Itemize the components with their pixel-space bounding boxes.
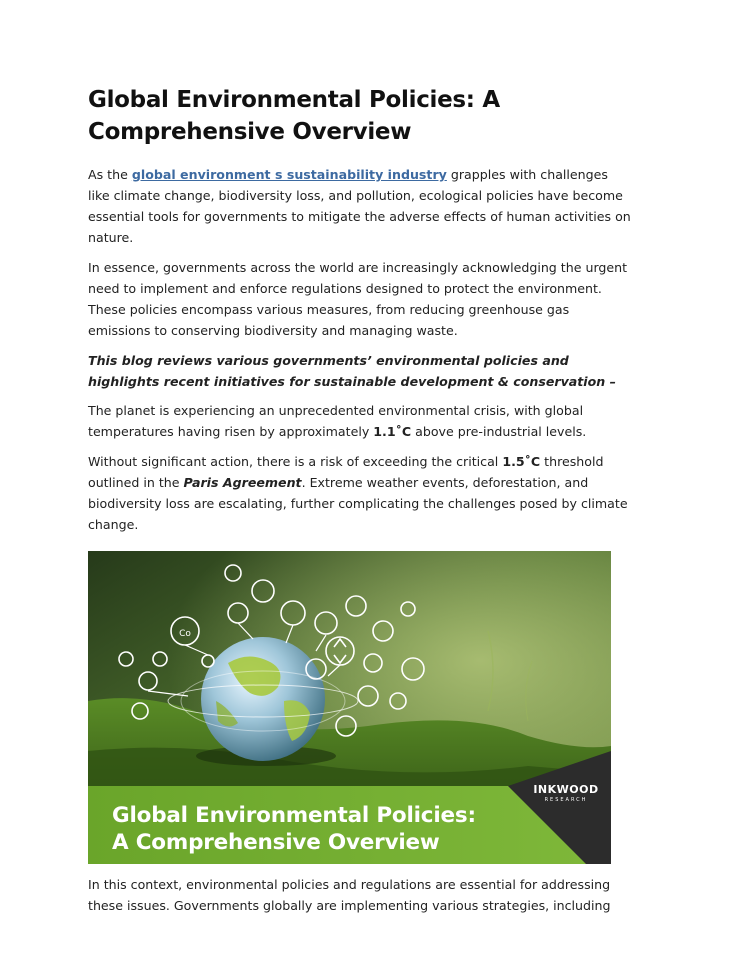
article-banner-image (88, 551, 611, 864)
co2-icon: Co (179, 629, 191, 639)
logo-sub-text: RESEARCH (544, 797, 588, 803)
intro-text-end: grapples with challenges like climate change, biodiversity loss, and pollution, ecological policies have become essential tools for governments to mitigate the adverse effects of human activities on nature. (88, 167, 631, 245)
sustainability-industry-link[interactable]: global environment s sustainability industry (131, 167, 447, 182)
temperature-rise-value: 1.1˚C (373, 424, 412, 439)
blog-summary-paragraph: This blog reviews various governments’ environmental policies and highlights recent initiatives for sustainable development & conservation – (88, 353, 616, 389)
globe-icon (201, 637, 325, 761)
banner-title-line-2: A Comprehensive Overview (112, 830, 440, 855)
logo-main-text: INKWOOD (533, 783, 599, 796)
crisis-text-end: above pre-industrial levels. (411, 424, 587, 439)
essence-paragraph: In essence, governments across the world are increasingly acknowledging the urgent need to implement and enforce regulations designed to protect the environment. These policies encompass various measures, from reducing greenhouse gas emissions to conserving biodiversity and managing waste. (88, 260, 628, 338)
paris-agreement-text: Paris Agreement (183, 475, 302, 490)
threshold-value: 1.5˚C (502, 454, 541, 469)
inkwood-logo (527, 783, 605, 803)
article-title: Global Environmental Policies: A Comprehensive Overview (88, 87, 500, 145)
threshold-text-end: . Extreme weather events, deforestation, and biodiversity loss are escalating, further complicating the challenges posed by climate change. (88, 475, 628, 532)
crisis-text-start: The planet is experiencing an unprecedented environmental crisis, with global temperatures having risen by approximately (88, 403, 584, 439)
threshold-paragraph (88, 451, 633, 535)
threshold-text-mid: threshold outlined in the (88, 454, 604, 490)
banner-title (112, 802, 476, 856)
intro-text-start: As the (88, 167, 132, 182)
threshold-text-start: Without significant action, there is a risk of exceeding the critical (88, 454, 503, 469)
crisis-paragraph (88, 400, 633, 442)
intro-paragraph (88, 164, 633, 248)
context-paragraph: In this context, environmental policies and regulations are essential for addressing these issues. Governments globally are implementing various strategies, including (88, 877, 611, 913)
banner-title-line-1: Global Environmental Policies: (112, 803, 476, 828)
